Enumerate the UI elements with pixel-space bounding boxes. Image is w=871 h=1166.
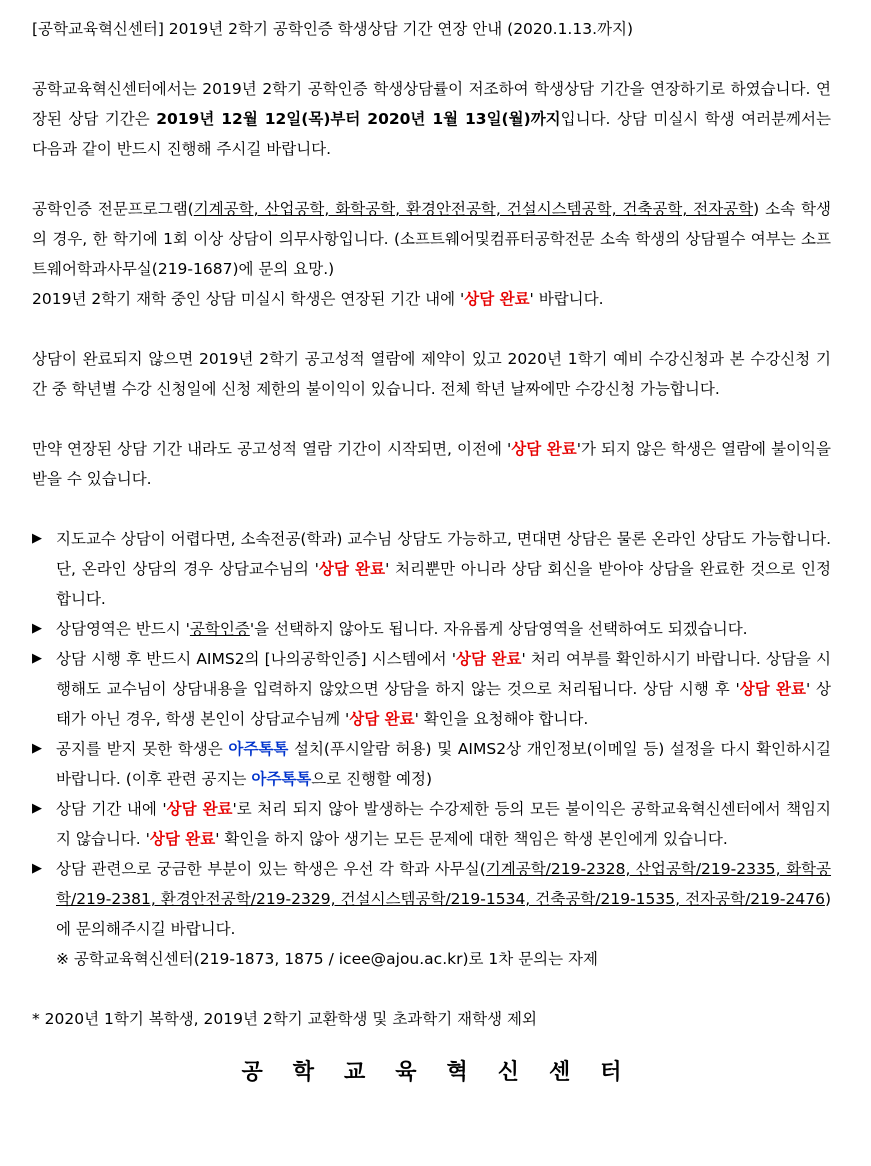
- completed-label: 상담 완료: [318, 560, 386, 578]
- completed-label: 상담 완료: [511, 440, 577, 458]
- intro-paragraph: 공학교육혁신센터에서는 2019년 2학기 공학인증 학생상담률이 저조하여 학생상담 기간을 연장하기로 하였습니다. 연장된 상담 기간은 2019년 12월 12일(목)부터 2020년 1월 13일(월)까지입니다. 상담 미실시 학생 여러분께서는 다음과 같이 반드시 진행해 주시길 바랍니다.: [32, 80, 831, 158]
- program-paragraph: 공학인증 전문프로그램(기계공학, 산업공학, 화학공학, 환경안전공학, 건설시스템공학, 건축공학, 전자공학) 소속 학생의 경우, 한 학기에 1회 이상 상담이 의무사항입니다. (소프트웨어및컴퓨터공학전문 소속 학생의 상담필수 여부는 소프트웨어학과사무실(219-1687)에 문의 요망.): [32, 200, 831, 278]
- completed-label: 상담 완료: [349, 710, 415, 728]
- notice-title: [공학교육혁신센터] 2019년 2학기 공학인증 학생상담 기간 연장 안내 (2020.1.13.까지): [32, 20, 633, 38]
- accreditation-term: 공학인증: [189, 620, 250, 638]
- completed-label: 상담 완료: [456, 650, 522, 668]
- completed-label: 상담 완료: [149, 830, 216, 848]
- bullet-arrow-icon: ▶: [32, 531, 42, 546]
- app-name: 아주톡톡: [251, 770, 312, 788]
- grade-view-paragraph: 만약 연장된 상담 기간 내라도 공고성적 열람 기간이 시작되면, 이전에 '상담 완료'가 되지 않은 학생은 열람에 불이익을 받을 수 있습니다.: [32, 440, 831, 488]
- completed-label: 상담 완료: [739, 680, 806, 698]
- app-name: 아주톡톡: [228, 740, 289, 758]
- bullet-contacts: ▶ 상담 관련으로 궁금한 부분이 있는 학생은 우선 각 학과 사무실(기계공학/219-2328, 산업공학/219-2335, 화학공학/219-2381, 환경안전공학/219-2329, 건설시스템공학/219-1534, 건축공학/219-1535, 전자공학/219-2476)에 문의해주시길 바랍니다.: [32, 854, 831, 944]
- completed-label: 상담 완료: [166, 800, 233, 818]
- bullet-arrow-icon: ▶: [32, 861, 42, 876]
- bullet-arrow-icon: ▶: [32, 621, 42, 636]
- department-contacts: 기계공학/219-2328, 산업공학/219-2335, 화학공학/219-2381, 환경안전공학/219-2329, 건설시스템공학/219-1534, 건축공학/219-1535, 전자공학/219-2476: [56, 860, 832, 908]
- completed-label: 상담 완료: [464, 290, 530, 308]
- required-paragraph: 2019년 2학기 재학 중인 상담 미실시 학생은 연장된 기간 내에 '상담 완료' 바랍니다.: [32, 290, 604, 308]
- bullet-arrow-icon: ▶: [32, 801, 42, 816]
- bullet-online-counseling: ▶ 지도교수 상담이 어렵다면, 소속전공(학과) 교수님 상담도 가능하고, 면대면 상담은 물론 온라인 상담도 가능합니다. 단, 온라인 상담의 경우 상담교수님의 '상담 완료' 처리뿐만 아니라 상담 회신을 받아야 상담을 완료한 것으로 인정합니다.: [32, 524, 831, 614]
- bullet-arrow-icon: ▶: [32, 741, 42, 756]
- footer-organization: 공학교육혁신센터: [241, 1060, 652, 1085]
- penalty-paragraph: 상담이 완료되지 않으면 2019년 2학기 공고성적 열람에 제약이 있고 2020년 1학기 예비 수강신청과 본 수강신청 기간 중 학년별 수강 신청일에 신청 제한의 불이익이 있습니다. 전체 학년 날짜에만 수강신청 가능합니다.: [32, 350, 831, 398]
- bullet-notification-app: ▶ 공지를 받지 못한 학생은 아주톡톡 설치(푸시알람 허용) 및 AIMS2상 개인정보(이메일 등) 설정을 다시 확인하시길 바랍니다. (이후 관련 공지는 아주톡톡으로 진행할 예정): [32, 734, 831, 794]
- bullet-counseling-area: ▶ 상담영역은 반드시 '공학인증'을 선택하지 않아도 됩니다. 자유롭게 상담영역을 선택하여도 되겠습니다.: [32, 614, 831, 644]
- contact-note: ※ 공학교육혁신센터(219-1873, 1875 / icee@ajou.ac.kr)로 1차 문의는 자제: [56, 950, 598, 968]
- bullet-arrow-icon: ▶: [32, 651, 42, 666]
- program-list: 기계공학, 산업공학, 화학공학, 환경안전공학, 건설시스템공학, 건축공학, 전자공학: [193, 200, 754, 218]
- bullet-responsibility: ▶ 상담 기간 내에 '상담 완료'로 처리 되지 않아 발생하는 수강제한 등의 모든 불이익은 공학교육혁신센터에서 책임지지 않습니다. '상담 완료' 확인을 하지 않아 생기는 모든 문제에 대한 책임은 학생 본인에게 있습니다.: [32, 794, 831, 854]
- footnote: * 2020년 1학기 복학생, 2019년 2학기 교환학생 및 초과학기 재학생 제외: [32, 1010, 537, 1028]
- bullet-aims2-check: ▶ 상담 시행 후 반드시 AIMS2의 [나의공학인증] 시스템에서 '상담 완료' 처리 여부를 확인하시기 바랍니다. 상담을 시행해도 교수님이 상담내용을 입력하지 않았으면 상담을 하지 않는 것으로 처리됩니다. 상담 시행 후 '상담 완료' 상태가 아닌 경우, 학생 본인이 상담교수님께 '상담 완료' 확인을 요청해야 합니다.: [32, 644, 831, 734]
- extended-period: 2019년 12월 12일(목)부터 2020년 1월 13일(월)까지: [156, 110, 561, 128]
